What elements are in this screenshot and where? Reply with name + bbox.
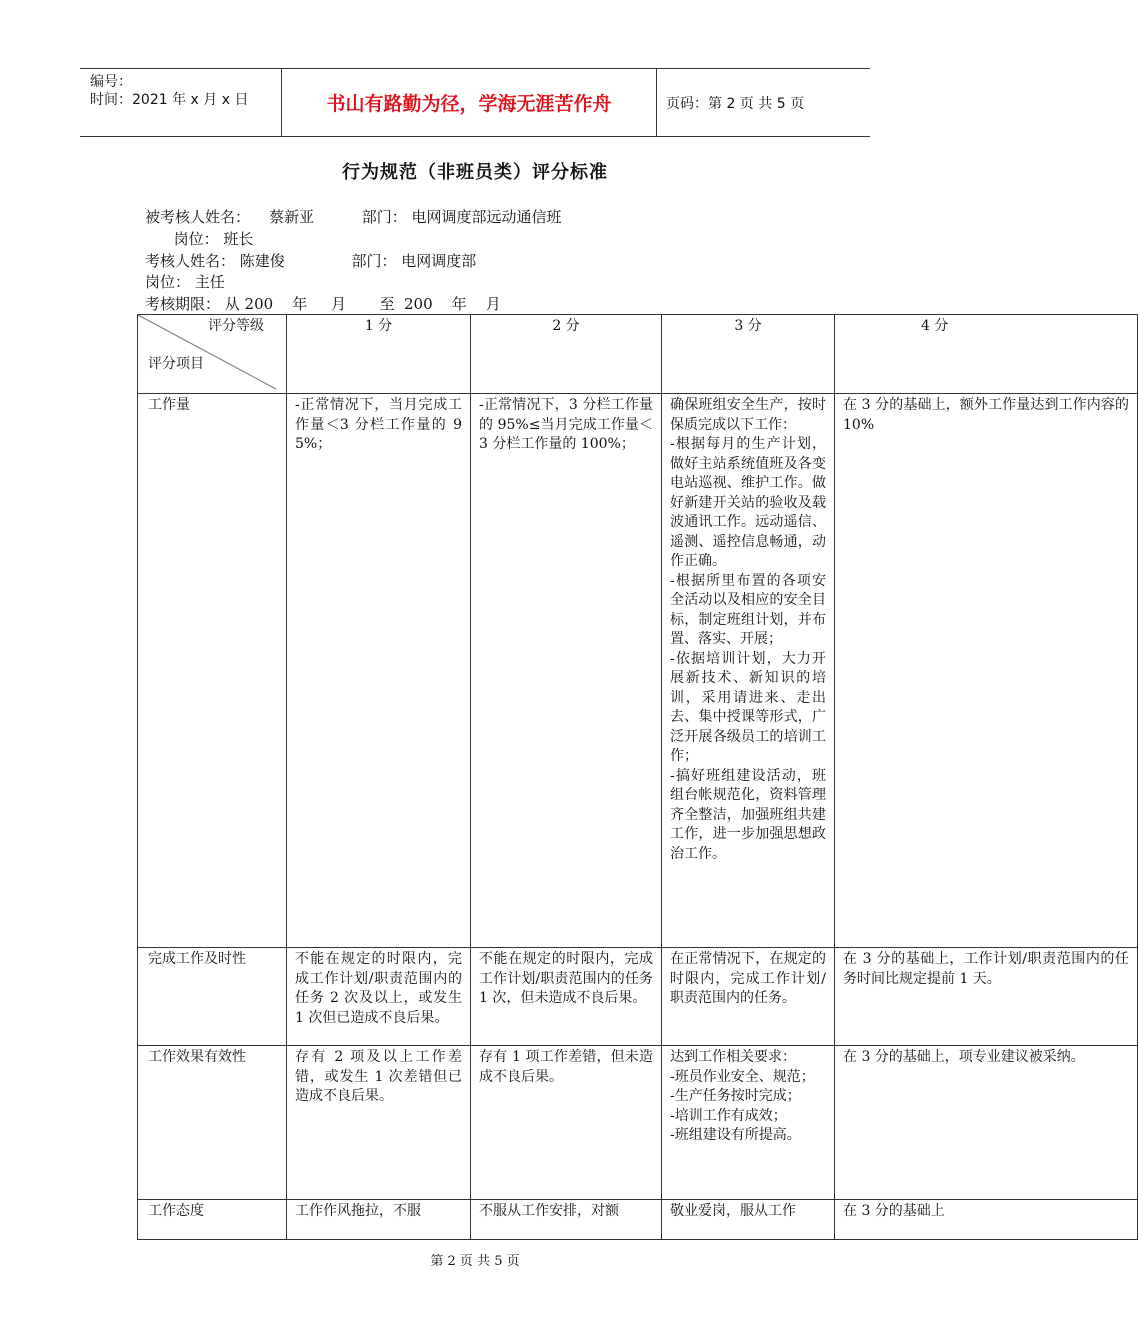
item-label: 评分项目 (148, 356, 204, 372)
row-score-4: 在 3 分的基础上，工作计划/职责范围内的任务时间比规定提前 1 天。 (835, 948, 1138, 1046)
row-item: 工作态度 (138, 1200, 287, 1240)
table-row (138, 1046, 1138, 1200)
row-score-2: 存有 1 项工作差错，但未造成不良后果。 (471, 1046, 662, 1200)
table-header-row (138, 315, 1138, 394)
table-row (138, 394, 1138, 948)
row-item: 工作量 (138, 394, 287, 948)
row-score-2: -正常情况下，3 分栏工作量的 95%≤当月完成工作量＜3 分栏工作量的 100%； (471, 394, 662, 948)
header-number: 编号： (90, 74, 132, 90)
table-row (138, 1200, 1138, 1240)
info-assessee: 被考核人姓名： 蔡新亚 部门： 电网调度部远动通信班 (145, 208, 562, 226)
page-header (80, 68, 870, 137)
row-score-1: -正常情况下，当月完成工作量＜3 分栏工作量的 95%； (287, 394, 471, 948)
row-score-4: 在 3 分的基础上 (835, 1200, 1138, 1240)
info-assessor-post: 岗位： 主任 (145, 273, 225, 291)
row-score-3: 在正常情况下，在规定的时限内，完成工作计划/职责范围内的任务。 (662, 948, 835, 1046)
scoring-table-viewport (137, 314, 1129, 1314)
table-row (138, 948, 1138, 1046)
col-header-3: 3 分 (662, 315, 835, 394)
col-header-2: 2 分 (471, 315, 662, 394)
row-item: 工作效果有效性 (138, 1046, 287, 1200)
grade-label: 评分等级 (208, 318, 264, 334)
page-title: 行为规范（非班员类）评分标准 (342, 162, 608, 183)
info-assessee-post: 岗位： 班长 (145, 230, 254, 248)
row-score-1: 工作作风拖拉，不服 (287, 1200, 471, 1240)
row-score-4: 在 3 分的基础上，项专业建议被采纳。 (835, 1046, 1138, 1200)
col-header-4: 4 分 (835, 315, 1138, 394)
diagonal-header-cell (138, 315, 287, 394)
header-page-code: 页码：第 2 页 共 5 页 (666, 95, 805, 112)
col-header-1: 1 分 (287, 315, 471, 394)
page-footer: 第 2 页 共 5 页 (430, 1254, 520, 1269)
info-assessor: 考核人姓名： 陈建俊 部门： 电网调度部 (145, 252, 477, 270)
row-score-1: 不能在规定的时限内，完成工作计划/职责范围内的任务 2 次及以上，或发生 1 次但已造成不良后果。 (287, 948, 471, 1046)
row-score-4: 在 3 分的基础上，额外工作量达到工作内容的 10% (835, 394, 1138, 948)
row-score-2: 不能在规定的时限内，完成工作计划/职责范围内的任务 1 次，但未造成不良后果。 (471, 948, 662, 1046)
header-meta (80, 69, 282, 136)
row-score-3: 敬业爱岗，服从工作 (662, 1200, 835, 1240)
row-score-3: 达到工作相关要求： -班员作业安全、规范； -生产任务按时完成； -培训工作有成效； -班组建设有所提高。 (662, 1046, 835, 1200)
header-motto: 书山有路勤为径，学海无涯苦作舟 (282, 69, 657, 136)
row-item: 完成工作及时性 (138, 948, 287, 1046)
info-period: 考核期限： 从 200 年 月 至 200 年 月 (145, 295, 501, 313)
row-score-1: 存有 2 项及以上工作差错，或发生 1 次差错但已造成不良后果。 (287, 1046, 471, 1200)
header-time: 时间：2021 年 x 月 x 日 (90, 92, 249, 108)
row-score-3: 确保班组安全生产，按时保质完成以下工作： -根据每月的生产计划，做好主站系统值班及各变电站巡视、维护工作。做好新建开关站的验收及载波通讯工作。远动遥信、遥测、遥控信息畅通，动作正确。 -根据所里布置的各项安全活动以及相应的安全目标，制定班组计划，并布置、落实、开展； -依据培训计划，大力开展新技术、新知识的培训，采用请进来、走出去、集中授课等形式，广泛开展各级员工的培训工作； -搞好班组建设活动，班组台帐规范化，资料管理齐全整洁，加强班组共建工作，进一步加强思想政治工作。 (662, 394, 835, 948)
row-score-2: 不服从工作安排，对额 (471, 1200, 662, 1240)
scoring-table (137, 314, 1138, 1240)
